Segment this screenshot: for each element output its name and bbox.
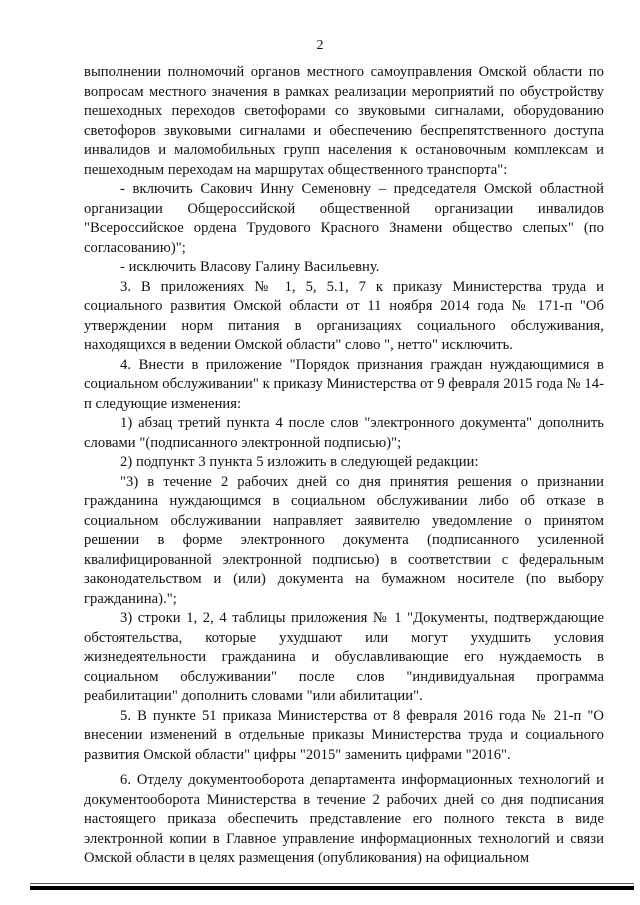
paragraph-item-6: 6. Отделу документооборота департамента информационных технологий и документооборота Министерства в течение 2 рабочих дней со дня подписания настоящего приказа обеспечить представление его полного текста в виде электронной копии в Главное управление информационных технологий и связи Омской области в целях размещения (опубликования) на официальном — [84, 772, 604, 866]
page-number: 2 — [316, 38, 324, 53]
paragraph-include-member: - включить Сакович Инну Семеновну – председателя Омской областной организации Общероссийской общественной организации инвалидов "Всероссийское ордена Трудового Красного Знамени общество слепых" (по согласованию)"; — [84, 181, 604, 256]
scan-edge-line — [30, 883, 634, 884]
paragraph-exclude-member: - исключить Власову Галину Васильевну. — [120, 259, 380, 275]
paragraph-item-4: 4. Внести в приложение "Порядок признания граждан нуждающимися в социальном обслуживании" к приказу Министерства от 9 февраля 2015 года № 14-п следующие изменения: — [84, 356, 604, 412]
document-body — [84, 63, 604, 869]
paragraph-item-3: 3. В приложениях № 1, 5, 5.1, 7 к приказу Министерства труда и социального развития Омской области от 11 ноября 2014 года № 171-п "Об утверждении норм питания в организациях социального обслуживания, находящихся в ведении Омской области" слово ", нетто" исключить. — [84, 278, 604, 353]
paragraph-subitem-1: 1) абзац третий пункта 4 после слов "электронного документа" дополнить словами "(подписанного электронной подписью)"; — [84, 415, 604, 451]
paragraph-quoted-text: "3) в течение 2 рабочих дней со дня принятия решения о признании гражданина нуждающимся в социальном обслуживании либо об отказе в социальном обслуживании направляет заявителю уведомление о принятом решении в форме электронного документа (подписанного усиленной квалифицированной электронной подписью) в соответствии с федеральным законодательством и (или) документа на бумажном носителе (по выбору гражданина)."; — [84, 473, 604, 607]
paragraph-item-5: 5. В пункте 51 приказа Министерства от 8 февраля 2016 года № 21-п "О внесении изменений в отдельные приказы Министерства труда и социального развития Омской области" цифры "2015" заменить цифрами "2016". — [84, 707, 604, 763]
paragraph-subitem-2: 2) подпункт 3 пункта 5 изложить в следующей редакции: — [120, 454, 479, 470]
paragraph-continuation: выполнении полномочий органов местного самоуправления Омской области по вопросам местного значения в рамках реализации мероприятий по обустройству пешеходных переходов светофорами со звуковыми сигналами, оборудованию светофоров звуковыми сигналами и обеспечению беспрепятственного доступа инвалидов и маломобильных групп населения к остановочным комплексам и пешеходным переходам на маршрутах общественного транспорта": — [84, 64, 604, 178]
scan-bottom-border — [30, 886, 634, 890]
paragraph-subitem-3: 3) строки 1, 2, 4 таблицы приложения № 1 "Документы, подтверждающие обстоятельства, которые ухудшают или могут ухудшить условия жизнедеятельности гражданина и обуславливающие его нуждаемость в социальном обслуживании" после слов "индивидуальная программа реабилитации" дополнить словами "или абилитации". — [84, 610, 604, 704]
